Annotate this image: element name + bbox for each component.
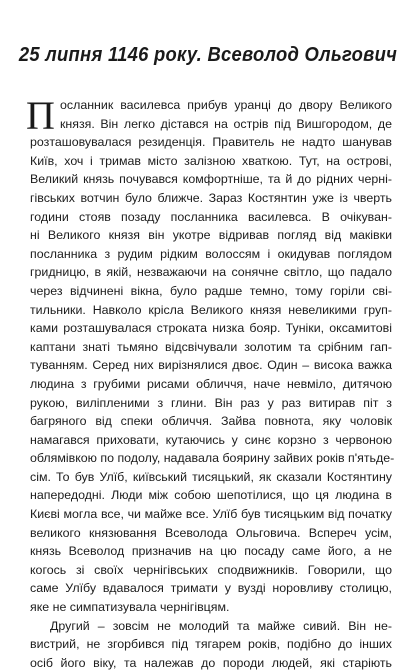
text-line: людина з грубими рисами обличчя, наче невміло, дитячою — [30, 376, 392, 391]
text-line: осіб його віку, та належав до породи людей, які старіють — [30, 655, 392, 670]
text-line: Київ, хоч і тримав місто залізною хваткою. Тут, на острові, — [30, 153, 392, 168]
text-line: Києві могла все, чи майже все. Улїб був тисяцьким від початку — [30, 507, 392, 522]
text-line: через відчинені вікна, було радше темно, тому горіли сві- — [30, 283, 392, 298]
text-line: гівських вотчин було ближче. Зараз Костянтин уже із чверть — [30, 190, 392, 205]
text-line: когось зі своїх чернігівських сподвижників. Говорили, що — [30, 562, 392, 577]
chapter-heading: 25 липня 1146 року. Всеволод Ольгович — [18, 44, 398, 66]
text-line: каптани знаті тьмяно відсвічували золотим та срібним гап- — [30, 339, 392, 354]
paragraph-2 — [30, 617, 392, 672]
text-line: Другий – зовсім не молодий та майже сивий. Він не- — [50, 618, 392, 633]
text-line: саме Улїбу вдавалося тримати у вузді норовливу столицю, — [30, 581, 392, 596]
text-line: ні Великого князя він укотре відривав погляд від маківки — [30, 228, 392, 243]
paragraph-1 — [26, 93, 395, 617]
text-line: ками розташувалася строката низка бояр. Туніки, оксамитові — [30, 321, 392, 336]
text-line: багряного від спеки обличчя. Зайва повнота, яку чоловік — [30, 414, 392, 429]
text-line: посланника з рудим рідким волоссям і окидував поглядом — [30, 246, 392, 261]
text-line: розташовувалася резиденція. Правитель не надто шанував — [30, 135, 392, 150]
text-line: Великий князь почувався комфортніше, та й до рідних черні- — [30, 172, 392, 187]
text-line: П осланник василевса прибув уранці до двору Великого — [26, 93, 392, 138]
text-line: сім. То був Улїб, київський тисяцький, як сказали Костянтину — [30, 469, 392, 484]
text-line: вистрий, не згорбився під тягарем років, подібно до інших — [30, 637, 392, 652]
text-line: години стояв позаду посланника василевса. В очікуван- — [30, 209, 392, 224]
text-line: рукою, виліпленими з глини. Він раз у раз витирав піт з — [30, 395, 392, 410]
text-line: напередодні. Люди між собою шепотілися, що ця людина в — [30, 488, 392, 503]
body-text — [26, 93, 395, 672]
text-line: великого князювання Всеволода Ольговича. Вспереч усім, — [30, 525, 392, 540]
text-line: намагався приховати, кутаючись у синє корзно з червоною — [30, 432, 392, 447]
text-line: гридницю, в якій, незважаючи на сонячне світло, що падало — [30, 265, 392, 280]
text-line: туванням. Серед них вирізнялися двоє. Один – висока важка — [30, 358, 392, 373]
text-line: тильники. Навколо крісла Великого князя невеликими груп- — [30, 302, 392, 317]
text-line: яке не симпатизувала чернігівцям. — [30, 600, 230, 615]
text-line: князя. Він легко дістався на острів під Вишгородом, де — [60, 116, 392, 131]
text-line: облямівкою по подолу, надавала боярину зайвих років п'ятьде- — [30, 451, 395, 466]
text-line: князь Всеволод призначив на цю посаду саме його, а не — [30, 544, 392, 559]
drop-cap: П — [26, 93, 55, 138]
